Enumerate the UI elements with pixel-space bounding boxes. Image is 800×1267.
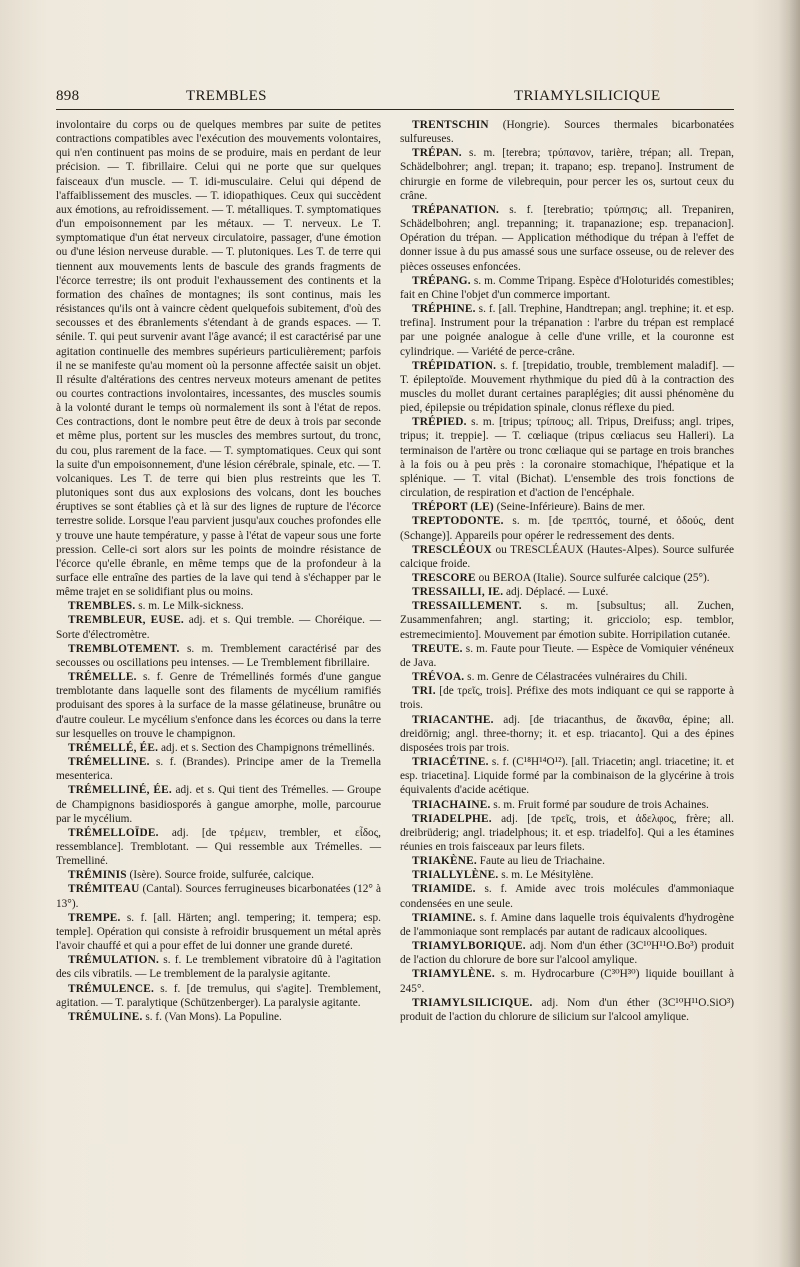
entry-headword: TREMBLES.: [68, 600, 136, 613]
entry-text: s. m. Hydrocarbure (C³⁰H³⁰) liquide bouillant à 245°.: [400, 968, 734, 995]
entry-text: s. f. Genre de Trémellinés formés d'une gangue tremblotante dans laquelle sont des filaments de mycélium ramifiés produisant des spores à la surface de la masse gélatineuse, brunâtre ou d'autre couleur. Le mycélium s'enfonce dans les écorces ou dans la terre sur lesquelles on trouve le champignon.: [56, 671, 381, 740]
entry-text: s. f. [trepidatio, trouble, tremblement maladif]. — T. épileptoïde. Mouvement rhythmique du pied dû à la contraction des muscles du mollet durant certaines paraplégies; dit aussi phénomène du pied, épilepsie ou trépidation spinale, clonus réflexe du pied.: [400, 359, 734, 415]
dictionary-entry: [400, 599, 734, 641]
entry-text: s. f. [de tremulus, qui s'agite]. Tremblement, agitation. — T. paralytique (Schützenberger). La paralysie agitante.: [56, 982, 381, 1009]
entry-text: ou TRESCLÉAUX (Hautes-Alpes). Source sulfurée calcique froide.: [400, 543, 734, 570]
entry-headword: TRESSAILLEMENT.: [412, 600, 522, 613]
dictionary-entry: [400, 585, 734, 599]
dictionary-entry: [400, 798, 734, 812]
entry-text: ou BEROA (Italie). Source sulfurée calcique (25°).: [475, 572, 710, 584]
entry-text: adj. et s. Qui tient des Trémelles. — Groupe de Champignons basidiosporés à gangue amorphe, molle, parcourue par le mycélium.: [56, 784, 381, 825]
dictionary-entry: [400, 882, 734, 910]
entry-headword: TRÉMULINE.: [68, 1010, 143, 1023]
right-running-head: TRIAMYLSILICIQUE: [514, 88, 661, 104]
dictionary-entry: [400, 755, 734, 797]
entry-text: adj. [de τρέμειν, trembler, et εἶδος, ressemblance]. Tremblotant. — Qui ressemble aux Trémelles. — Tremelliné.: [56, 826, 381, 868]
entry-text: s. m. Tremblement caractérisé par des secousses ou oscillations peu intenses. — Le Tremblement fibrillaire.: [56, 642, 381, 669]
dictionary-entry: [56, 911, 381, 953]
entry-headword: TRIAMINE.: [412, 911, 476, 924]
dictionary-entry: [56, 741, 381, 755]
entry-text: (Isère). Source froide, sulfurée, calcique.: [126, 869, 314, 882]
entry-text: (Cantal). Sources ferrugineuses bicarbonatées (12° à 13°).: [56, 883, 381, 910]
entry-headword: TRÉPAN.: [412, 147, 462, 160]
dictionary-entry: [400, 911, 734, 939]
entry-text: adj. Déplacé. — Luxé.: [503, 586, 609, 599]
dictionary-entry: [400, 415, 734, 500]
dictionary-entry: [400, 500, 734, 514]
dictionary-entry: [400, 359, 734, 416]
entry-headword: TRIAMYLÈNE.: [412, 968, 495, 981]
dictionary-entry: [56, 882, 381, 910]
entry-headword: TREMBLOTEMENT.: [68, 642, 180, 655]
dictionary-entry: [56, 1010, 381, 1024]
entry-headword: TRIALLYLÈNE.: [412, 869, 499, 882]
entry-headword: TRÉMULATION.: [68, 954, 160, 967]
dictionary-entry: [400, 854, 734, 868]
entry-headword: TRESSAILLI, IE.: [412, 586, 504, 599]
dictionary-entry: [56, 953, 381, 981]
dictionary-entry: [400, 939, 734, 967]
entry-text: s. m. Le Milk-sickness.: [135, 600, 244, 613]
dictionary-entry: [56, 599, 381, 613]
entry-headword: TRÉMITEAU: [68, 883, 140, 896]
left-column: [56, 118, 381, 1024]
dictionary-entry: [400, 713, 734, 755]
entry-text: adj. [de τρεῖς, trois, et ἀδελφος, frère; all. dreibrüderig; angl. triadelphous; it. et esp. triadelfo]. Qui a les étamines réunies en trois faisceaux par leurs filets.: [400, 812, 734, 853]
entry-headword: TRÉMELLINE.: [68, 756, 150, 769]
entry-headword: TRÉPORT (LE): [412, 501, 494, 514]
dictionary-entry: [56, 642, 381, 670]
entry-headword: TRÉPHINE.: [412, 303, 476, 316]
dictionary-entry: [400, 274, 734, 302]
entry-headword: TRÉPANATION.: [412, 203, 500, 216]
entry-text: adj. [de triacanthus, de ἄκανθα, épine; all. dreidörnig; angl. three-thorny; it. et esp. triacanto]. Qui a des épines disposées trois par trois.: [400, 713, 734, 754]
dictionary-entry: [400, 868, 734, 882]
entry-headword: TRÉMINIS: [68, 869, 127, 882]
entry-text: s. f. (Van Mons). La Populine.: [142, 1010, 282, 1023]
entry-headword: TRENTSCHIN: [412, 119, 489, 131]
entry-text: s. f. (Brandes). Principe amer de la Tremella mesenterica.: [56, 756, 381, 783]
dictionary-entry: [400, 146, 734, 203]
entry-text: s. f. [all. Trephine, Handtrepan; angl. trephine; it. et esp. trefina]. Instrument pour la trépanation : l'arbre du trépan est remplacé par une poignée analogue à celle d'une vrille, et la couronne est cylindrique. — Variété de perce-crâne.: [400, 303, 734, 358]
entry-headword: TRÉPIDATION.: [412, 359, 497, 372]
entry-headword: TRIAMYLBORIQUE.: [412, 940, 526, 953]
entry-text: s. f. (C¹⁸H¹⁴O¹²). [all. Triacetin; angl. triacetine; it. et esp. triacetina]. Liquide formé par la combinaison de la glycérine à trois équivalents d'acide acétique.: [400, 756, 734, 797]
entry-text: adj. et s. Qui tremble. — Choréique. — Sorte d'électromètre.: [56, 614, 382, 641]
entry-headword: TRESCLÉOUX: [412, 543, 492, 556]
entry-headword: TRIADELPHE.: [412, 812, 492, 825]
dictionary-entry: [400, 514, 734, 542]
entry-text: adj. et s. Section des Champignons trémellinés.: [158, 741, 375, 754]
entry-headword: TRÉMULENCE.: [68, 982, 154, 995]
entry-text: adj. Nom d'un éther (3C¹⁰H¹¹O.Bo³) produit de l'action du chlorure de bore sur l'alcool amylique.: [400, 940, 734, 967]
entry-headword: TREPTODONTE.: [412, 515, 504, 528]
entry-text: [de τρεῖς, trois]. Préfixe des mots indiquant ce qui se rapporte à trois.: [400, 685, 734, 712]
left-running-head: TREMBLES: [186, 88, 267, 104]
entry-text: s. m. Faute pour Tieute. — Espèce de Vomiquier vénéneux de Java.: [400, 642, 734, 669]
entry-headword: TRIACÉTINE.: [412, 756, 489, 769]
entry-headword: TRIAMYLSILICIQUE.: [412, 996, 533, 1009]
entry-text: s. f. [all. Härten; angl. tempering; it. tempera; esp. temple]. Opération qui consiste à refroidir brusquement un métal après l'avoir chauffé et qui a pour effet de lui donner une grande dureté.: [56, 911, 381, 953]
dictionary-entry: [56, 613, 381, 641]
entry-text: Faute au lieu de Triachaine.: [476, 855, 605, 868]
entry-headword: TRI.: [412, 685, 436, 698]
page-number: 898: [56, 88, 80, 104]
dictionary-entry: [56, 868, 381, 882]
running-header: [56, 88, 734, 110]
entry-headword: TREMBLEUR, EUSE.: [68, 614, 184, 627]
entry-headword: TREMPE.: [68, 911, 121, 924]
dictionary-entry: [400, 302, 734, 359]
header-rule: [56, 109, 734, 110]
entry-headword: TRÉMELLINÉ, ÉE.: [68, 784, 172, 797]
entry-headword: TRIAKÈNE.: [412, 855, 477, 868]
entry-text: s. m. [terebra; τρύπανον, tarière, trépan; all. Trepan, Schädelbohrer; angl. trepan; it. trapano; esp. trepano]. Instrument de chirurgie en forme de vilebrequin, pour percer les os, surtout ceux du crâne.: [400, 147, 734, 202]
dictionary-entry: [400, 118, 734, 146]
entry-text: (Seine-Inférieure). Bains de mer.: [493, 501, 646, 514]
entry-text: involontaire du corps ou de quelques membres par suite de petites contractions compatibles avec l'exécution des mouvements volontaires, qui n'en continuent pas moins de se produire, mais en perdant de leur précision. — T. fibrillaire. Celui qui ne porte que sur quelques faisceaux d'un muscle. — T. idi-musculaire. Celui qui dépend de l'affaiblissement des muscles. — T. idiopathiques. Ceux qui succèdent aux émotions, au refroidissement. — T. métalliques. T. symptomatiques d'un empoisonnement par les métaux. — T. nerveux. Le T. symptomatique d'un état nerveux circulatoire, passager, d'une émotion ou d'une lésion nerveuse durable. — T. plutoniques. Les T. de terre qui tiennent aux mouvements lents de bascule des grands fragments de l'écorce terrestre; ils ont produit l'exhaussement des continents et la formation des chaînes de montagnes; ils sont continus, mais les résistances qu'ils ont à vaincre cèdent quelquefois subitement, d'où des secousses et des ébranlements s'étendant à de grands espaces. — T. sénile. T. qui peut survenir avant l'âge avancé; il est caractérisé par une agitation continuelle des membres supérieurs particulièrement; parfois il ne se manifeste qu'au moment où la personne affectée saisit un objet. Il résulte d'altérations des centres nerveux moteurs amenant de petites ou courtes contractions involontaires, incessantes, des muscles soumis à la volonté durant le temps où normalement ils sont à l'état de repos. Ces contractions, dont le nombre peut être de deux à trois par seconde et même plus, portent sur les muscles des membres surtout, du tronc, du cou, plus rarement de la face. — T. symptomatiques. Ceux qui sont la suite d'un empoisonnement, d'une lésion cérébrale, spinale, etc. — T. volcaniques. Les T. de terre qui bien plus restreints que les T. plutoniques sont dus aux explosions des volcans, dont les bouches éruptives se sont établies çà et là sur des lignes de rupture de l'écorce terrestre solide. Lorsque l'eau parvient jusqu'aux couches profondes elle y trouve une haute température, y passe à l'état de vapeur sous une forte pression. Celle-ci sort alors sur les points de moindre résistance de l'écorce qu'elle ébranle, en même temps que de la profondeur à la surface elle entraîne des parties de la lave qui tend à s'échapper par le même trajet en se solidifiant plus ou moins.: [56, 119, 381, 599]
dictionary-entry: [400, 812, 734, 854]
dictionary-entry: [56, 826, 381, 868]
dictionary-entry: [56, 755, 381, 783]
dictionary-entry: [400, 996, 734, 1024]
dictionary-entry: [400, 543, 734, 571]
dictionary-entry: [400, 967, 734, 995]
dictionary-entry: [400, 203, 734, 274]
entry-headword: TRÉPIED.: [412, 416, 467, 429]
entry-text: (Hongrie). Sources thermales bicarbonatées sulfureuses.: [400, 119, 734, 146]
dictionary-entry: [56, 670, 381, 741]
dictionary-entry: [400, 642, 734, 670]
entry-headword: TRESCORE: [412, 572, 476, 584]
dictionary-entry: [400, 684, 734, 712]
dictionary-entry: [56, 118, 381, 599]
entry-text: s. f. Amide avec trois molécules d'ammoniaque condensées en une seule.: [400, 883, 734, 910]
entry-headword: TREUTE.: [412, 642, 463, 655]
entry-headword: TRIAMIDE.: [412, 883, 476, 896]
entry-text: s. m. [subsultus; all. Zuchen, Zusammenfahren; angl. starting; it. gricciolo; esp. temblor, estremecimiento]. Mouvement par émotion subite. Horripilation cutanée.: [400, 600, 734, 641]
entry-text: s. m. Comme Tripang. Espèce d'Holoturidés comestibles; fait en Chine l'objet d'un commerce important.: [400, 274, 734, 301]
entry-headword: TRÉPANG.: [412, 274, 471, 287]
entry-text: s. f. [terebratio; τρύπησις; all. Trepaniren, Schädelbohren; angl. trepanning; it. trapanazione; esp. trepanacion]. Opération du trépan. — Application méthodique du trépan à l'effet de donner issue à du pus amassé sous une surface osseuse, ou de relever des pièces osseuses enfoncées.: [400, 203, 734, 273]
entry-headword: TRÉVOA.: [412, 671, 465, 684]
entry-text: s. f. Amine dans laquelle trois équivalents d'hydrogène de l'ammoniaque sont remplacés par autant de radicaux alcooliques.: [400, 911, 734, 938]
dictionary-entry: [56, 982, 381, 1010]
entry-text: s. m. Genre de Célastracées vulnéraires du Chili.: [464, 671, 688, 684]
page-edge-shadow: [778, 0, 800, 1267]
entry-headword: TRÉMELLÉ, ÉE.: [68, 741, 159, 754]
entry-headword: TRIACANTHE.: [412, 713, 494, 726]
entry-headword: TRÉMELLE.: [68, 671, 137, 684]
dictionary-entry: [56, 783, 381, 825]
entry-text: s. m. [tripus; τρίπους; all. Tripus, Dreifuss; angl. tripes, tripus; it. treppie]. — T. cœliaque (tripus cœliacus seu Halleri). La terminaison de l'artère ou tronc cœliaque qui se partage en trois branches à la fois ou à peu près : la coronaire stomachique, l'hépatique et la splénique. — T. vital (Bichat). L'ensemble des trois fonctions de circulation, de respiration et d'action de l'encéphale.: [400, 416, 734, 500]
entry-text: adj. Nom d'un éther (3C¹⁰H¹¹O.SiO³) produit de l'action du chlorure de silicium sur l'alcool amylique.: [400, 996, 734, 1023]
entry-headword: TRIACHAINE.: [412, 798, 491, 811]
entry-text: s. f. Le tremblement vibratoire dû à l'agitation des cils vibratils. — Le tremblement de la paralysie agitante.: [56, 954, 381, 981]
dictionary-entry: [400, 571, 734, 585]
entry-headword: TRÉMELLOÏDE.: [68, 826, 159, 839]
entry-text: s. m. Fruit formé par soudure de trois Achaines.: [490, 798, 709, 811]
entry-text: s. m. [de τρεπτός, tourné, et ὀδούς, dent (Schange)]. Appareils pour opérer le redressement des dents.: [400, 515, 734, 542]
right-column: [400, 118, 734, 1024]
dictionary-entry: [400, 670, 734, 684]
entry-text: s. m. Le Mésitylène.: [498, 869, 594, 882]
